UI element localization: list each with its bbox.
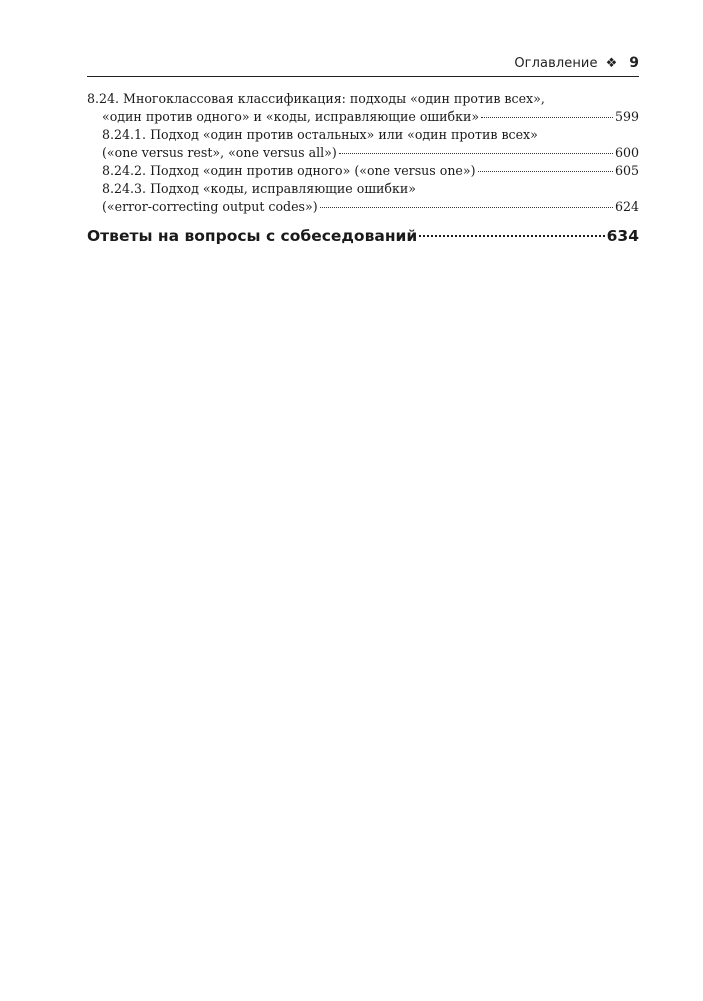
- toc-line: [102, 144, 639, 162]
- dot-leader: [339, 153, 613, 154]
- toc-entry-text: 8.24.1. Подход «один против остальных» или «один против всех»: [102, 127, 538, 142]
- toc-entry-8-24-2[interactable]: [87, 162, 639, 180]
- toc-page-number: 599: [614, 109, 639, 124]
- dot-leader: [481, 117, 613, 118]
- toc-line: [87, 90, 639, 108]
- dot-leader: [320, 207, 613, 208]
- toc-chapter-interview-answers[interactable]: [87, 225, 639, 247]
- running-header: [87, 56, 639, 77]
- toc-line: [102, 126, 639, 144]
- toc-page-number: 634: [606, 227, 639, 245]
- dot-leader: [478, 171, 613, 172]
- toc-entry-text: «один против одного» и «коды, исправляющие ошибки»: [102, 109, 480, 124]
- page-number: 9: [629, 55, 639, 71]
- toc-line: [87, 225, 639, 247]
- toc-entry-text: 8.24. Многоклассовая классификация: подходы «один против всех»,: [87, 91, 545, 106]
- dot-leader: [419, 235, 604, 237]
- header-content: [514, 55, 639, 71]
- toc-entry-text: 8.24.2. Подход «один против одного» («one versus one»): [102, 163, 476, 178]
- toc-entry-8-24-1[interactable]: [87, 126, 639, 162]
- toc-chapter-title: Ответы на вопросы с собеседований: [87, 227, 418, 245]
- toc-line: [102, 162, 639, 180]
- toc-line: [87, 108, 639, 126]
- toc-page-number: 605: [614, 163, 639, 178]
- toc-entry-text: («one versus rest», «one versus all»): [102, 145, 337, 160]
- toc-entry-8-24-3[interactable]: [87, 180, 639, 216]
- header-title: Оглавление: [514, 55, 598, 71]
- toc-entry-text: 8.24.3. Подход «коды, исправляющие ошибки»: [102, 181, 416, 196]
- toc-entry-text: («error-correcting output codes»): [102, 199, 318, 214]
- toc-page-number: 600: [614, 145, 639, 160]
- header-separator-icon: ❖: [605, 55, 618, 71]
- toc-line: [102, 180, 639, 198]
- toc-page-number: 624: [614, 199, 639, 214]
- toc-line: [102, 198, 639, 216]
- toc-entry-8-24[interactable]: [87, 90, 639, 126]
- table-of-contents: [87, 90, 639, 247]
